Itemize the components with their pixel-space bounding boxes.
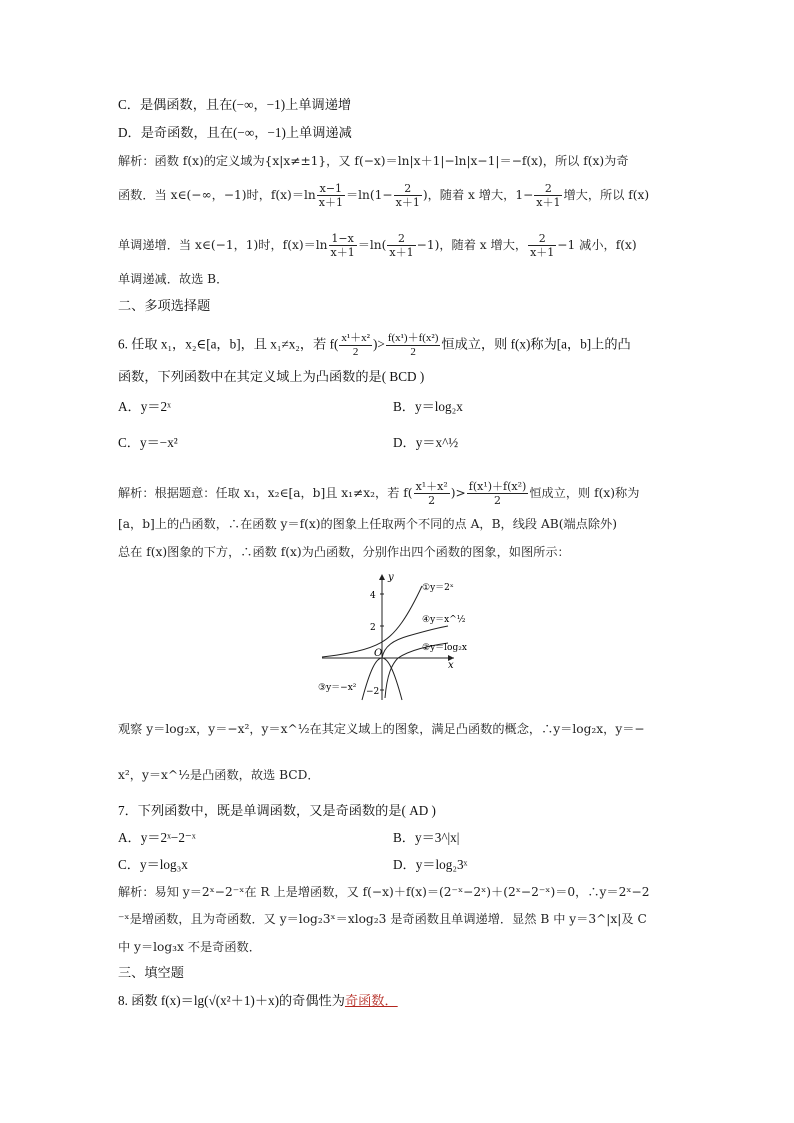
q6-solution-line5: x²，y＝x^½是凸函数，故选 BCD． [118,768,320,782]
label-neg-square: ③y＝−x² [318,683,357,693]
q5-sol3-d: −1 减小，f(x) [557,238,637,252]
q5-sol3-frac2 [387,232,415,259]
q6-sol-frac1-den: 2 [428,494,436,507]
q5-solution-line2 [118,182,649,209]
q5-sol2-a: 函数．当 x∈(−∞，−1)时，f(x)＝ln [118,188,316,202]
q5-solution-line4: 单调递减．故选 B． [118,272,229,286]
q7-solution-line1: 解析：易知 y＝2ˣ−2⁻ˣ在 R 上是增函数，又 f(−x)＋f(x)＝(2⁻ˣ−2ˣ)＋(2ˣ−2⁻ˣ)＝0，∴y＝2ˣ−2 [118,885,650,899]
q5-sol3-frac2-num: 2 [387,232,415,246]
q6-sol-frac2 [467,480,529,507]
q6-stem-c: 恒成立，则 f(x)称为[a，b]上的凸 [441,336,631,352]
q5-sol2-frac2-den: x＋1 [395,196,420,209]
label-log: ②y＝log₂x [422,643,467,653]
q6-sol1-c: 恒成立，则 f(x)称为 [529,486,640,500]
q5-sol2-c: )，随着 x 增大，1− [422,188,534,202]
q5-sol3-frac1-num: 1−x [329,232,357,246]
q5-sol2-frac3-num: 2 [534,182,562,196]
q8-answer: 奇函数． [344,993,398,1008]
q6-stem-b: )> [372,336,385,352]
q5-sol2-frac2-num: 2 [394,182,422,196]
q5-sol3-b: ＝ln( [357,238,387,252]
x-axis-label: x [448,660,454,671]
q5-option-d: D．是奇函数，且在(−∞，−1)上单调递减 [118,125,352,140]
q5-solution-line1: 解析：函数 f(x)的定义域为{x|x≠±1}，又 f(−x)＝ln|x＋1|−ln|x−1|＝−f(x)，所以 f(x)为奇 [118,154,629,168]
q6-stem-a: 6. 任取 x₁，x₂∈[a，b]，且 x₁≠x₂，若 f( [118,336,339,352]
curve-sqrt [382,626,448,658]
q6-solution-line2: [a，b]上的凸函数，∴在函数 y＝f(x)的图象上任取两个不同的点 A，B，线段 AB(端点除外) [118,517,618,531]
q5-sol3-c: −1)，随着 x 增大， [416,238,528,252]
section-multi-choice-heading: 二、多项选择题 [118,298,211,313]
q5-sol2-frac1-num: x−1 [317,182,345,196]
y-axis-label: y [388,572,394,583]
q5-sol2-frac1 [317,182,345,209]
q5-option-c: C．是偶函数，且在(−∞，−1)上单调递增 [118,97,352,112]
q7-option-b: B．y＝3^|x| [393,830,460,845]
q6-stem-frac2-num: f(x¹)＋f(x²) [387,332,439,344]
origin-label: O [374,648,383,659]
q6-sol-frac2-num: f(x¹)＋f(x²) [468,480,527,493]
q6-option-c: C．y＝−x² [118,435,178,450]
q5-sol2-d: 增大，所以 f(x) [563,188,650,202]
tick-label-2: 2 [370,623,376,633]
q6-stem-frac2 [386,332,441,359]
q8-stem-text: 8. 函数 f(x)＝lg(√(x²＋1)＋x)的奇偶性为 [118,993,345,1008]
q6-sol-frac1-num: x¹＋x² [415,480,448,493]
q5-sol3-frac1 [329,232,357,259]
label-sqrt: ④y＝x^½ [422,615,466,625]
q6-solution-line1 [118,480,639,507]
q5-sol2-b: ＝ln(1− [345,188,393,202]
q6-stem-line2: 函数，下列函数中在其定义域上为凸函数的是( BCD ) [118,369,425,384]
q5-sol2-frac1-den: x＋1 [318,196,343,209]
q7-solution-line2: ⁻ˣ是增函数，且为奇函数．又 y＝log₂3ˣ＝xlog₂3 是奇函数且单调递增．显然 B 中 y＝3^|x|及 C [118,912,647,926]
label-exp: ①y＝2ˣ [422,583,454,593]
q6-stem-line1 [118,332,631,359]
q6-sol-frac1 [414,480,450,507]
q6-solution-line4: 观察 y＝log₂x，y＝−x²，y＝x^½在其定义域上的图象，满足凸函数的概念，∴y＝log₂x，y＝− [118,722,645,736]
q7-solution-line3: 中 y＝log₃x 不是奇函数． [118,940,261,954]
q6-option-b: B．y＝log₂x [393,399,463,414]
q8-stem [118,992,398,1010]
q7-option-d: D．y＝log₂3ˣ [393,857,468,872]
tick-label-neg2: −2 [366,687,380,697]
q6-stem-frac2-den: 2 [410,346,416,358]
q5-solution-line3 [118,232,637,259]
q5-sol2-frac3-den: x＋1 [536,196,561,209]
q6-solution-line3: 总在 f(x)图象的下方，∴函数 f(x)为凸函数，分别作出四个函数的图象，如图所示： [118,545,570,559]
q5-sol3-frac1-den: x＋1 [330,246,355,259]
section-fill-blank-heading: 三、填空题 [118,965,184,980]
q6-option-a: A．y＝2ˣ [118,399,171,414]
q7-option-a: A．y＝2ˣ−2⁻ˣ [118,830,196,845]
q6-sol-frac2-den: 2 [494,494,502,507]
q7-option-c: C．y＝log₃x [118,857,188,872]
q5-sol3-a: 单调递增．当 x∈(−1，1)时，f(x)＝ln [118,238,328,252]
q5-sol2-frac3 [534,182,562,209]
q5-sol3-frac3 [528,232,556,259]
q5-sol3-frac3-den: x＋1 [530,246,555,259]
y-axis-arrow [379,574,385,580]
q6-stem-frac1-num: x¹＋x² [341,332,370,344]
q6-stem-frac1-den: 2 [352,346,359,358]
q5-sol3-frac3-num: 2 [528,232,556,246]
tick-label-4: 4 [370,591,376,601]
q5-sol3-frac2-den: x＋1 [389,246,414,259]
q6-sol1-b: )> [450,486,466,500]
function-graphs-figure [318,570,488,702]
q6-stem-frac1 [339,332,372,359]
q6-sol1-a: 解析：根据题意：任取 x₁，x₂∈[a，b]且 x₁≠x₂，若 f( [118,486,413,500]
q6-option-d: D．y＝x^½ [393,435,459,450]
q7-stem: 7．下列函数中，既是单调函数，又是奇函数的是( AD ) [118,803,436,818]
q5-sol2-frac2 [394,182,422,209]
